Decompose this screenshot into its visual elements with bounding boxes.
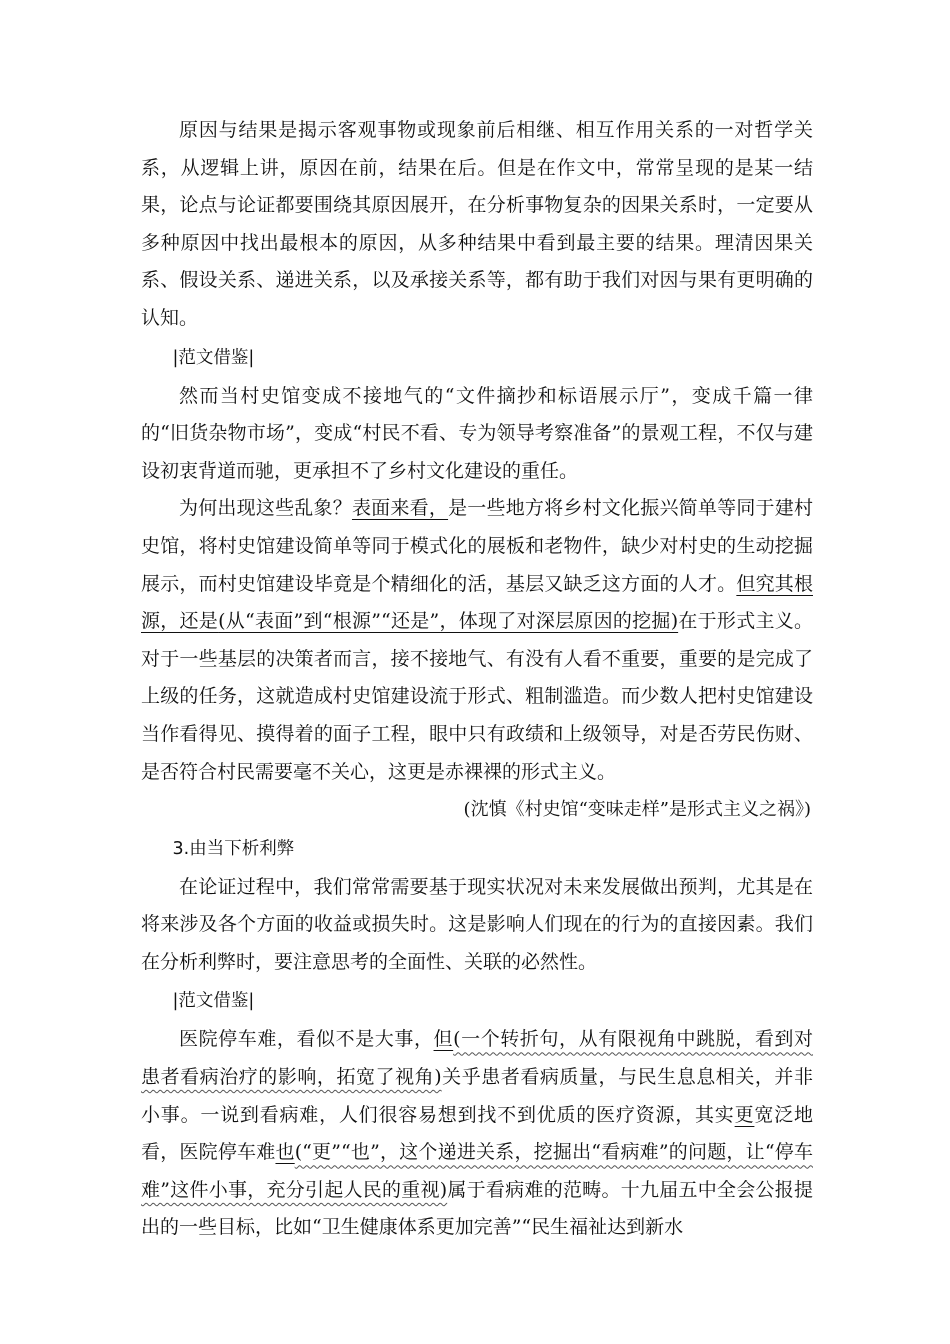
annotation-note: (“更”“也”，这个递进关系，挖掘出“看病难”的问题，让“停车难”这件小事，充分引起人民的重视)	[141, 1141, 813, 1201]
text-run: 属于看病难的范畴。十九届五中全会公报提出的一些目标，比如“卫生健康体系更加完善”“民生福祉达到新水	[141, 1178, 813, 1239]
underlined-phrase: 也	[275, 1141, 295, 1164]
text-run: 是一些地方将乡村文化振兴简单等同于建村史馆，将村史馆建设简单等同于模式化的展板和老物件，缺少对村史的生动挖掘展示，而村史馆建设毕竟是个精细化的活，基层又缺乏这方面的人才。	[141, 497, 813, 595]
underlined-phrase: 但	[433, 1028, 454, 1051]
section-title: 3.由当下析利弊	[172, 838, 295, 859]
example1-paragraph-1: 然而当村史馆变成不接地气的“文件摘抄和标语展示厅”，变成千篇一律的“旧货杂物市场”，变成“村民不看、专为领导考察准备”的景观工程，不仅与建设初衷背道而驰，更承担不了乡村文化建设的重任。	[141, 384, 813, 482]
underlined-phrase: 更	[734, 1103, 755, 1126]
text-run: 在于形式主义。对于一些基层的决策者而言，接不接地气、有没有人看不重要，重要的是完成了上级的任务，这就造成村史馆建设流于形式、粗制滥造。而少数人把村史馆建设当作看得见、摸得着的面子工程，眼中只有政绩和上级领导，对是否劳民伤财、是否符合村民需要毫不关心，这更是赤裸裸的形式主义。	[141, 610, 813, 783]
text-run: 关乎患者看病质量，与民生息息相关，并非小事。一说到看病难，人们很容易想到找不到优质的医疗资源，其实	[141, 1066, 813, 1126]
annotation-note: (从“表面”到“根源”“还是”，体现了对深层原因的挖掘)	[218, 610, 679, 633]
annotation-note: (一个转折句，从有限视角中跳脱，看到对患者看病治疗的影响，拓宽了视角)	[141, 1028, 813, 1089]
section3-paragraph: 在论证过程中，我们常常需要基于现实状况对未来发展做出预判，尤其是在将来涉及各个方面的收益或损失时。这是影响人们现在的行为的直接因素。我们在分析利弊时，要注意思考的全面性、关联的必然性。	[141, 875, 813, 973]
text-run: 为何出现这些乱象？	[179, 497, 352, 520]
intro-paragraph: 原因与结果是揭示客观事物或现象前后相继、相互作用关系的一对哲学关系，从逻辑上讲，原因在前，结果在后。但是在作文中，常常呈现的是某一结果，论点与论证都要围绕其原因展开，在分析事物复杂的因果关系时，一定要从多种原因中找出最根本的原因，从多种结果中看到最主要的结果。理清因果关系、假设关系、递进关系，以及承接关系等，都有助于我们对因与果有更明确的认知。	[141, 119, 813, 329]
underlined-phrase: 表面来看，	[351, 497, 449, 520]
example-label: |范文借鉴|	[172, 991, 255, 1012]
example2-paragraph	[141, 1021, 813, 1247]
document-page	[141, 112, 813, 1247]
text-run: 宽泛地看，医院停车难	[141, 1103, 813, 1164]
text-run: 医院停车难，看似不是大事，	[179, 1028, 434, 1051]
source-citation: (沈慎《村史馆“变味走样”是形式主义之祸》)	[463, 799, 811, 821]
example-label: |范文借鉴|	[172, 347, 255, 368]
underlined-phrase: 但究其根源，还是	[141, 572, 813, 633]
example1-paragraph-2	[141, 490, 813, 791]
